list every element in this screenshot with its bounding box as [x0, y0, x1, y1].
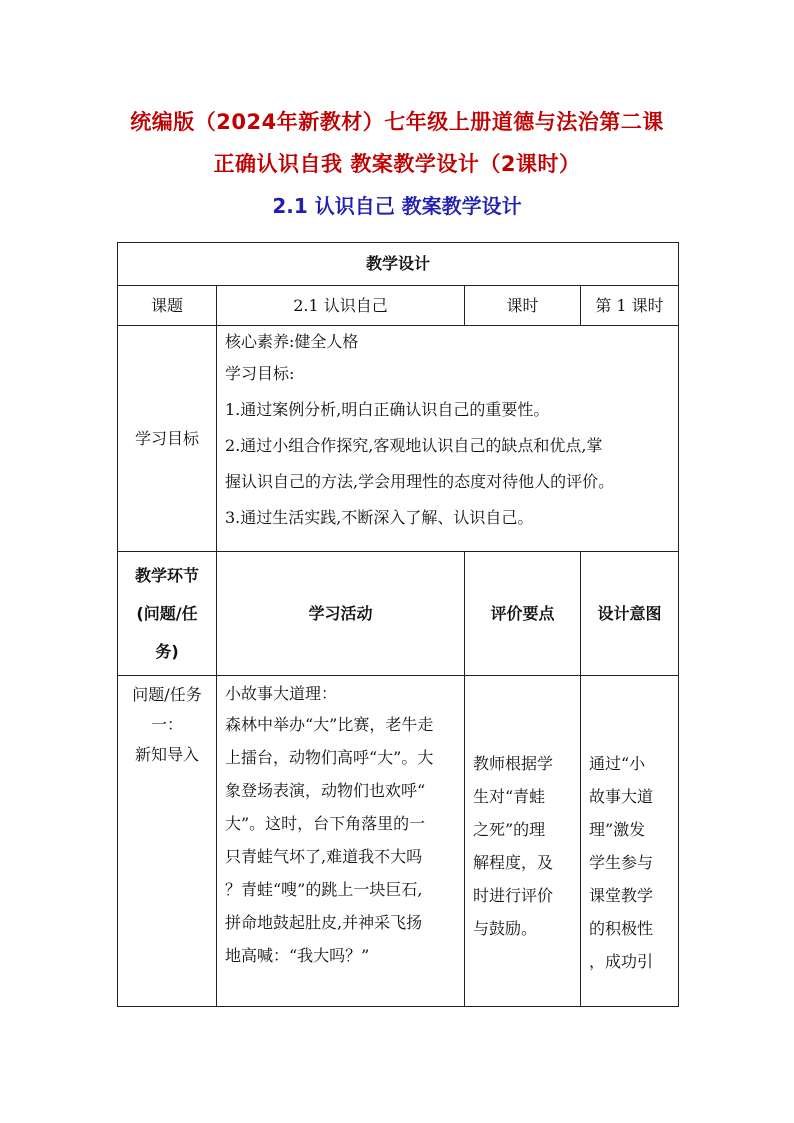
intent-line: 课堂教学	[589, 886, 654, 905]
evaluation-line: 教师根据学	[473, 754, 554, 773]
stage-header-line: (问题/任	[136, 603, 198, 623]
column-header-row	[118, 552, 679, 676]
intent-header: 设计意图	[581, 552, 679, 676]
task-stage-line: 问题/任务	[132, 685, 202, 704]
activity-line: 只青蛙气坏了,难道我不大吗	[225, 847, 423, 866]
doc-title-line-2: 正确认识自我 教案教学设计（2课时）	[213, 152, 581, 176]
goal-line: 3.通过生活实践,不断深入了解、认识自己。	[225, 508, 534, 527]
goals-label: 学习目标	[118, 326, 217, 552]
evaluation-line: 与鼓励。	[473, 919, 538, 938]
intent-line: 通过“小	[589, 754, 646, 773]
goals-content	[217, 326, 679, 552]
goal-line: 核心素养:健全人格	[225, 332, 359, 351]
task-row-1	[118, 676, 679, 1007]
table-caption: 教学设计	[118, 243, 679, 286]
evaluation-line: 解程度，及	[473, 853, 554, 872]
evaluation-line: 时进行评价	[473, 886, 554, 905]
activity-line: 上擂台，动物们高呼“大”。大	[225, 748, 434, 767]
activity-header: 学习活动	[217, 552, 465, 676]
doc-title-line-1: 统编版（2024年新教材）七年级上册道德与法治第二课	[130, 110, 664, 134]
intent-line: ，成功引	[589, 952, 654, 971]
goal-line: 1.通过案例分析,明白正确认识自己的重要性。	[225, 400, 550, 419]
task-activity	[217, 676, 465, 1007]
lesson-label: 课题	[118, 286, 217, 326]
goal-line: 2.通过小组合作探究,客观地认识自己的缺点和优点,掌	[225, 436, 603, 455]
intent-line: 的积极性	[589, 919, 654, 938]
task-stage-line: 一：	[150, 715, 183, 734]
activity-line: 地高喊：“我大吗？”	[225, 946, 370, 965]
stage-header	[118, 552, 217, 676]
task-stage-line: 新知导入	[134, 745, 199, 764]
activity-line: 森林中举办“大”比赛，老牛走	[225, 715, 434, 734]
intent-line: 学生参与	[589, 853, 654, 872]
goal-line: 学习目标:	[225, 364, 295, 383]
lesson-info-row	[118, 286, 679, 326]
activity-line: 小故事大道理：	[225, 684, 338, 703]
intent-line: 理”激发	[589, 820, 646, 839]
intent-line: 故事大道	[589, 787, 654, 806]
goals-row	[118, 326, 679, 552]
activity-line: 大”。这时，台下角落里的一	[225, 814, 426, 833]
evaluation-line: 生对“青蛙	[473, 787, 546, 806]
stage-header-line: 务)	[155, 641, 179, 661]
task-evaluation	[465, 676, 581, 1007]
activity-line: ？青蛙“嗖”的跳上一块巨石,	[225, 880, 423, 899]
period-label: 课时	[465, 286, 581, 326]
period-value: 第 1 课时	[581, 286, 679, 326]
section-title: 2.1 认识自己 教案教学设计	[272, 194, 522, 218]
lesson-value: 2.1 认识自己	[217, 286, 465, 326]
stage-header-line: 教学环节	[134, 565, 199, 585]
evaluation-line: 之死”的理	[473, 820, 546, 839]
goal-line: 握认识自己的方法,学会用理性的态度对待他人的评价。	[225, 472, 615, 491]
lesson-plan-table	[117, 242, 679, 1007]
evaluation-header: 评价要点	[465, 552, 581, 676]
activity-line: 象登场表演，动物们也欢呼“	[225, 781, 426, 800]
table-caption-row	[118, 243, 679, 286]
activity-line: 拼命地鼓起肚皮,并神采飞扬	[225, 913, 423, 932]
task-stage	[118, 676, 217, 1007]
task-intent	[581, 676, 679, 1007]
